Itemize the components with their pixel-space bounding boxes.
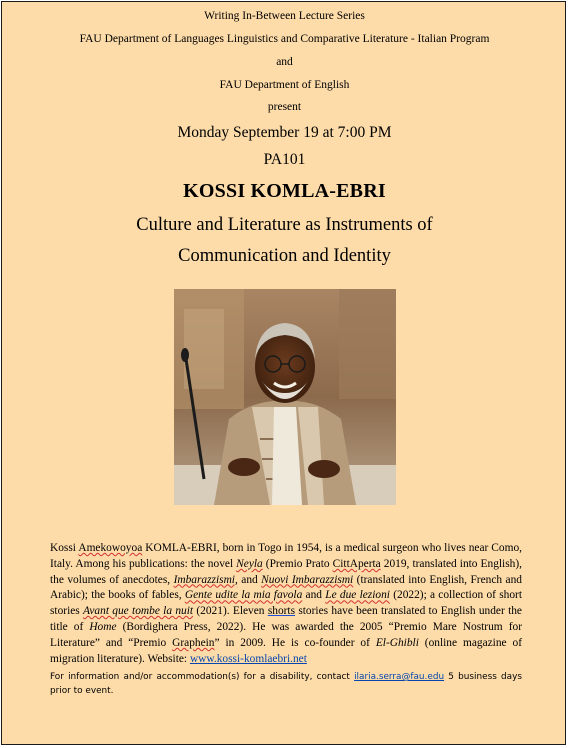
event-datetime: Monday September 19 at 7:00 PM bbox=[177, 124, 392, 141]
contact-email-link[interactable]: ilaria.serra@fau.edu bbox=[354, 672, 445, 682]
talk-title-line-2: Communication and Identity bbox=[178, 246, 391, 266]
flyer-page bbox=[1, 1, 566, 745]
present-line: present bbox=[267, 101, 302, 113]
department-line-1: FAU Department of Languages Linguistics and Comparative Literature - Italian Program bbox=[79, 33, 490, 45]
department-line-2: FAU Department of English bbox=[219, 79, 350, 91]
and-line: and bbox=[276, 56, 293, 68]
speaker-biography: Kossi Amekowoyoa KOMLA-EBRI, born in Togo in 1954, is a medical surgeon who lives near Como, Italy. Among his publications: the novel Neyla (Premio Prato CittAperta 2019, translated into English), the volumes of anecdotes, Imbarazzismi, and Nuovi Imbarazzismi (translated into English, French and Arabic); the books of fables, Gente udite la mia favola and Le due lezioni (2022); a collection of short stories Avant que tombe la nuit (2021). Eleven shorts stories have been translated to English under the title of Home (Bordighera Press, 2022). He was awarded the 2005 “Premio Mare Nostrum for Literature” and “Premio Graphein” in 2009. He is co-founder of El-Ghibli (online magazine of migration literature). Website: www.kossi-komlaebri.net bbox=[50, 542, 523, 665]
speaker-name: KOSSI KOMLA-EBRI bbox=[183, 180, 386, 202]
talk-title-line-1: Culture and Literature as Instruments of bbox=[136, 215, 433, 235]
website-link[interactable]: www.kossi-komlaebri.net bbox=[189, 652, 307, 665]
accessibility-notice: For information and/or accommodation(s) for a disability, contact ilaria.serra@fau.edu 5 business days prior to event. bbox=[50, 672, 522, 696]
lecture-series-line: Writing In-Between Lecture Series bbox=[204, 10, 365, 22]
speaker-portrait-photo bbox=[174, 289, 396, 505]
event-room: PA101 bbox=[263, 151, 306, 168]
